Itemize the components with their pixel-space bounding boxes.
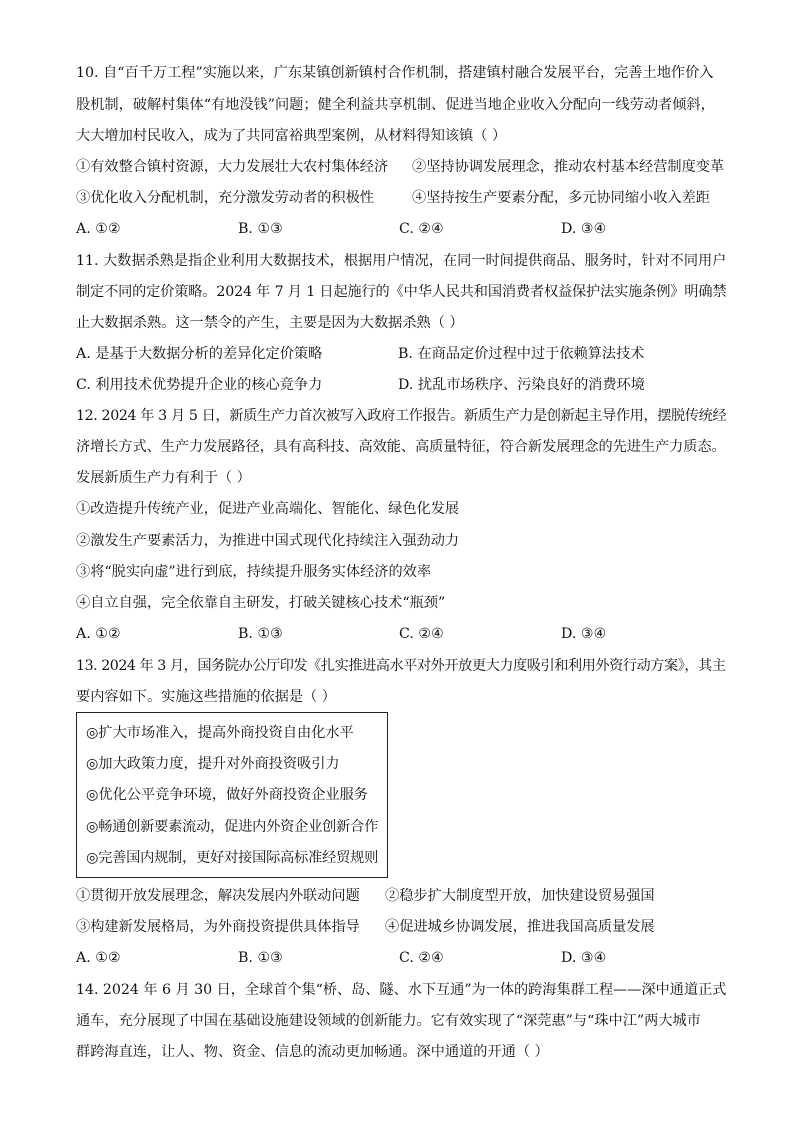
question-10-statements-row-2 (76, 188, 736, 208)
question-12-choice-c[interactable]: C. ②④ (399, 626, 444, 642)
question-12-choice-d[interactable]: D. ③④ (561, 626, 607, 642)
question-14-stem-line-1: 14. 2024 年 6 月 30 日，全球首个集“桥、岛、隧、水下互通”为一体的跨海集群工程——深中通道正式 (76, 982, 727, 998)
question-10-statement-4: ④坚持按生产要素分配，多元协同缩小收入差距 (412, 190, 710, 206)
question-12-choices (76, 624, 726, 644)
question-12-statement-4: ④自立自强，完全依靠自主研发，打破关键核心技术“瓶颈” (76, 595, 446, 611)
question-12-choice-b[interactable]: B. ①③ (238, 626, 283, 642)
question-10-choice-b[interactable]: B. ①③ (238, 221, 283, 237)
question-13-statement-2: ②稳步扩大制度型开放，加快建设贸易强国 (385, 888, 655, 904)
question-12-stem-line-3: 发展新质生产力有利于（ ） (76, 470, 251, 486)
question-10-stem-line-1: 10. 自“百千万工程”实施以来，广东某镇创新镇村合作机制，搭建镇村融合发展平台，完善土地作价入 (76, 65, 714, 81)
question-11-stem-line-1: 11. 大数据杀熟是指企业利用大数据技术，根据用户情况，在同一时间提供商品、服务时，针对不同用户 (76, 253, 727, 269)
question-13-choice-a[interactable]: A. ①② (76, 950, 121, 966)
question-10-statement-2: ②坚持协调发展理念，推动农村基本经营制度变革 (412, 159, 725, 175)
question-13-material-item-5: ◎完善国内规制，更好对接国际高标准经贸规则 (86, 850, 379, 866)
question-11-choice-a[interactable]: A. 是基于大数据分析的差异化定价策略 (76, 346, 323, 362)
question-13-material-item-3: ◎优化公平竞争环境，做好外商投资企业服务 (86, 787, 368, 803)
question-13-material-item-1: ◎扩大市场准入，提高外商投资自由化水平 (86, 725, 354, 741)
question-12-choice-a[interactable]: A. ①② (76, 626, 121, 642)
question-13-choice-c[interactable]: C. ②④ (399, 950, 444, 966)
question-10-choices (76, 219, 726, 239)
question-11-choice-b[interactable]: B. 在商品定价过程中过于依赖算法技术 (398, 346, 645, 362)
question-12-statement-3: ③将“脱实向虚”进行到底，持续提升服务实体经济的效率 (76, 564, 432, 580)
question-11-choices-row-1 (76, 344, 736, 364)
question-12-statement-1: ①改造提升传统产业，促进产业高端化、智能化、绿色化发展 (76, 501, 460, 517)
question-11-choice-d[interactable]: D. 扰乱市场秩序、污染良好的消费环境 (398, 377, 645, 393)
question-10-statement-1: ①有效整合镇村资源，大力发展壮大农村集体经济 (76, 159, 389, 175)
question-10-statements-row-1 (76, 157, 736, 177)
question-10-choice-c[interactable]: C. ②④ (399, 221, 444, 237)
question-13-stem-line-2: 要内容如下。实施这些措施的依据是（ ） (76, 689, 336, 705)
question-13-choice-b[interactable]: B. ①③ (238, 950, 283, 966)
question-13-material-item-4: ◎畅通创新要素流动，促进内外资企业创新合作 (86, 819, 379, 835)
question-13-statement-1: ①贯彻开放发展理念，解决发展内外联动问题 (76, 888, 360, 904)
question-14-stem-line-3: 群跨海直连，让人、物、资金、信息的流动更加畅通。深中通道的开通（ ） (76, 1044, 549, 1060)
question-14-stem-line-2: 通车，充分展现了中国在基础设施建设领域的创新能力。它有效实现了“深莞惠”与“珠中江”两大城市 (76, 1013, 701, 1029)
question-13-statement-3: ③构建新发展格局，为外商投资提供具体指导 (76, 919, 360, 935)
question-10-statement-3: ③优化收入分配机制，充分激发劳动者的积极性 (76, 190, 374, 206)
question-10-choice-a[interactable]: A. ①② (76, 221, 121, 237)
question-11-choice-c[interactable]: C. 利用技术优势提升企业的核心竞争力 (76, 377, 323, 393)
question-10-choice-d[interactable]: D. ③④ (561, 221, 607, 237)
question-13-statements-row-1 (76, 886, 736, 906)
question-13-choices (76, 948, 726, 968)
question-13-material-item-2: ◎加大政策力度，提升对外商投资吸引力 (86, 756, 340, 772)
question-13-statements-row-2 (76, 917, 736, 937)
question-13-choice-d[interactable]: D. ③④ (561, 950, 607, 966)
question-13-stem-line-1: 13. 2024 年 3 月，国务院办公厅印发《扎实推进高水平对外开放更大力度吸引和利用外资行动方案》，其主 (76, 658, 726, 674)
question-11-stem-line-2: 制定不同的定价策略。2024 年 7 月 1 日起施行的《中华人民共和国消费者权益保护法实施条例》明确禁 (76, 284, 727, 300)
question-12-stem-line-2: 济增长方式、生产力发展路径，具有高科技、高效能、高质量特征，符合新发展理念的先进生产力质态。 (76, 439, 726, 455)
question-12-statement-2: ②激发生产要素活力，为推进中国式现代化持续注入强劲动力 (76, 533, 460, 549)
question-11-stem-line-3: 止大数据杀熟。这一禁令的产生，主要是因为大数据杀熟（ ） (76, 315, 464, 331)
question-11-choices-row-2 (76, 375, 736, 395)
question-10-stem-line-3: 大大增加村民收入，成为了共同富裕典型案例，从材料得知该镇（ ） (76, 128, 507, 144)
question-13-material-box (76, 712, 388, 878)
question-12-stem-line-1: 12. 2024 年 3 月 5 日，新质生产力首次被写入政府工作报告。新质生产力是创新起主导作用，摆脱传统经 (76, 408, 727, 424)
question-13-statement-4: ④促进城乡协调发展，推进我国高质量发展 (385, 919, 655, 935)
question-10-stem-line-2: 股机制，破解村集体“有地没钱”问题；健全利益共享机制、促进当地企业收入分配向一线劳动者倾斜， (76, 97, 715, 113)
